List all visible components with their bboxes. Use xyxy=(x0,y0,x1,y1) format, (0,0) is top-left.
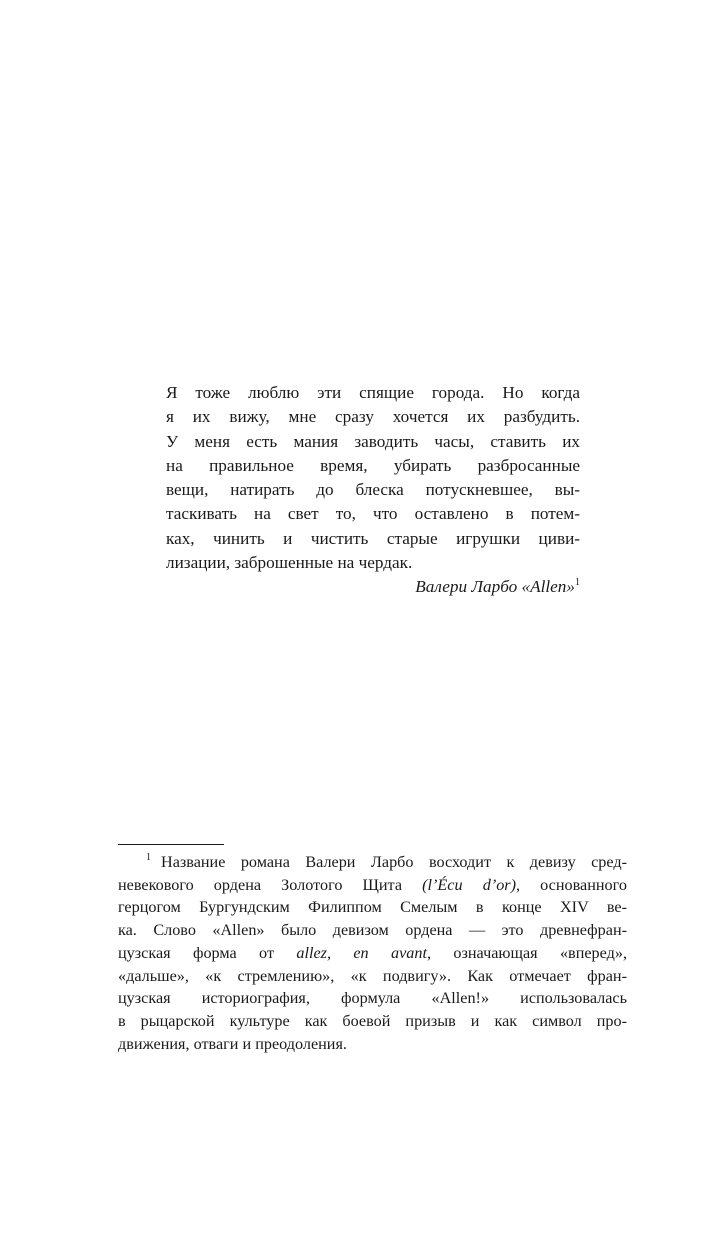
epigraph-line: на правильное время, убирать разбросанные xyxy=(166,455,580,475)
attribution-text: Валери Ларбо «Allen» xyxy=(415,577,575,597)
footnote-italic-text: allez, en avant xyxy=(296,943,427,962)
epigraph-line: таскивать на свет то, что оставлено в потем- xyxy=(166,504,580,524)
footnote-marker: 1 xyxy=(146,852,151,863)
footnote-line xyxy=(118,874,627,897)
footnote-text: , основанного xyxy=(516,875,627,894)
footnote-line: движения, отваги и преодоления. xyxy=(118,1034,347,1053)
footnote-line: в рыцарской культуре как боевой призыв и как символ про- xyxy=(118,1011,627,1030)
footnote-line xyxy=(118,942,627,965)
epigraph-line: У меня есть мания заводить часы, ставить их xyxy=(166,431,580,451)
footnote-separator xyxy=(118,844,224,845)
footnote-text: невекового ордена Золотого Щита xyxy=(118,875,423,894)
footnote-reference[interactable]: 1 xyxy=(575,577,580,589)
epigraph-line: я их вижу, мне сразу хочется их разбудить. xyxy=(166,407,580,427)
epigraph-line: лизации, заброшенные на чердак. xyxy=(166,553,413,573)
epigraph-line: Я тоже люблю эти спящие города. Но когда xyxy=(166,383,580,402)
epigraph-line: вещи, натирать до блеска потускневшее, вы- xyxy=(166,480,580,500)
epigraph-line: ках, чинить и чистить старые игрушки циви- xyxy=(166,528,580,548)
footnote-line: цузская историография, формула «Allen!» использовалась xyxy=(118,989,627,1008)
footnote-text: , означающая «вперед», xyxy=(426,943,627,962)
footnote xyxy=(118,851,627,1055)
epigraph xyxy=(166,381,580,600)
footnote-italic-text: (l’Écu d’or) xyxy=(422,875,516,894)
footnote-line xyxy=(118,851,627,874)
footnote-line: ка. Слово «Allen» было девизом ордена — это древнефран- xyxy=(118,921,627,940)
footnote-text: Название романа Валери Ларбо восходит к девизу сред- xyxy=(161,853,627,871)
epigraph-attribution xyxy=(166,575,580,599)
footnote-line: «дальше», «к стремлению», «к подвигу». Как отмечает фран- xyxy=(118,966,627,985)
footnote-line: герцогом Бургундским Филиппом Смелым в конце XIV ве- xyxy=(118,898,627,917)
footnote-text: цузская форма от xyxy=(118,943,297,962)
